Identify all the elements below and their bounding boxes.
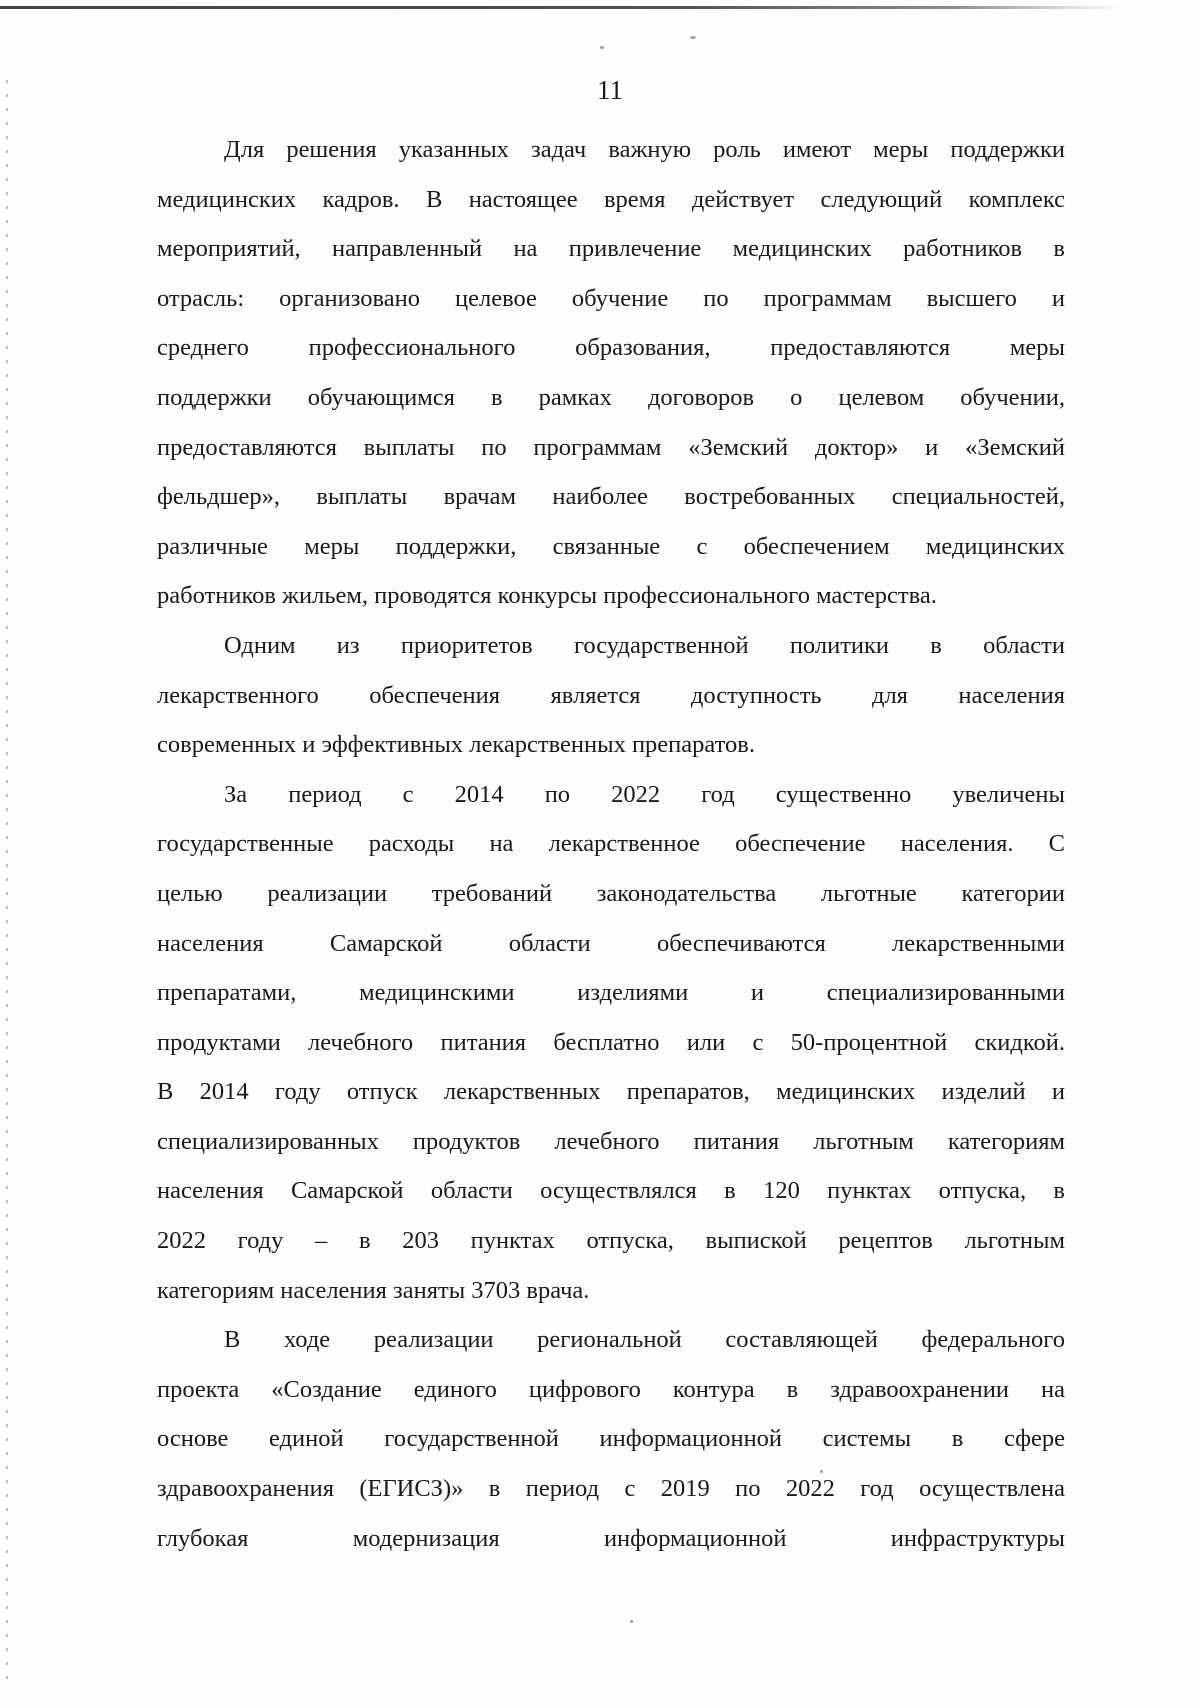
text-line: проекта «Создание единого цифрового контура в здравоохранении на — [157, 1375, 1065, 1403]
text-line: фельдшер», выплаты врачам наиболее востребованных специальностей, — [157, 483, 1065, 511]
text-line: населения Самарской области осуществлялся в 120 пунктах отпуска, в — [157, 1177, 1065, 1205]
text-line: предоставляются выплаты по программам «Земский доктор» и «Земский — [157, 433, 1065, 461]
text-line: населения Самарской области обеспечиваются лекарственными — [157, 929, 1065, 957]
text-line: глубокая модернизация информационной инфраструктуры — [157, 1524, 1065, 1552]
text-line: 2022 году – в 203 пунктах отпуска, выпиской рецептов льготным — [157, 1227, 1065, 1255]
text-line: целью реализации требований законодательства льготные категории — [157, 879, 1065, 907]
text-line: среднего профессионального образования, предоставляются меры — [157, 334, 1065, 362]
paragraph-3 — [157, 770, 1065, 1316]
text-line: В ходе реализации региональной составляющей федерального — [224, 1326, 1065, 1354]
text-line: медицинских кадров. В настоящее время действует следующий комплекс — [157, 185, 1065, 213]
scan-speck — [630, 1620, 633, 1623]
text-line: продуктами лечебного питания бесплатно или с 50-процентной скидкой. — [157, 1028, 1065, 1056]
paragraph-4 — [157, 1315, 1065, 1563]
text-line: государственные расходы на лекарственное обеспечение населения. С — [157, 830, 1065, 858]
text-line: специализированных продуктов лечебного питания льготным категориям — [157, 1127, 1065, 1155]
text-line: лекарственного обеспечения является доступность для населения — [157, 681, 1065, 709]
paragraph-2 — [157, 621, 1065, 770]
scan-edge-top — [0, 6, 1120, 9]
paragraph-1 — [157, 125, 1065, 621]
body-text — [157, 125, 1065, 1563]
scan-speck — [690, 36, 696, 39]
text-line: За период с 2014 по 2022 год существенно увеличены — [224, 780, 1065, 808]
text-line: современных и эффективных лекарственных препаратов. — [157, 731, 755, 759]
text-line: различные меры поддержки, связанные с обеспечением медицинских — [157, 532, 1065, 560]
scan-speck — [600, 46, 604, 49]
text-line: здравоохранения (ЕГИСЗ)» в период с 2019 по 2022 год осуществлена — [157, 1475, 1065, 1503]
text-line: Для решения указанных задач важную роль имеют меры поддержки — [224, 136, 1065, 163]
text-line: категориям населения заняты 3703 врача. — [157, 1276, 590, 1304]
text-line: мероприятий, направленный на привлечение медицинских работников в — [157, 235, 1065, 263]
text-line: отрасль: организовано целевое обучение по программам высшего и — [157, 284, 1065, 312]
text-line: препаратами, медицинскими изделиями и специализированными — [157, 979, 1065, 1007]
scan-edge-left — [6, 80, 8, 1680]
page-number: 11 — [597, 75, 623, 105]
text-line: основе единой государственной информационной системы в сфере — [157, 1425, 1065, 1453]
text-line: Одним из приоритетов государственной политики в области — [224, 631, 1065, 659]
text-line: поддержки обучающимся в рамках договоров о целевом обучении, — [157, 383, 1065, 411]
text-line: В 2014 году отпуск лекарственных препаратов, медицинских изделий и — [157, 1078, 1065, 1106]
text-line: работников жильем, проводятся конкурсы профессионального мастерства. — [157, 582, 937, 610]
